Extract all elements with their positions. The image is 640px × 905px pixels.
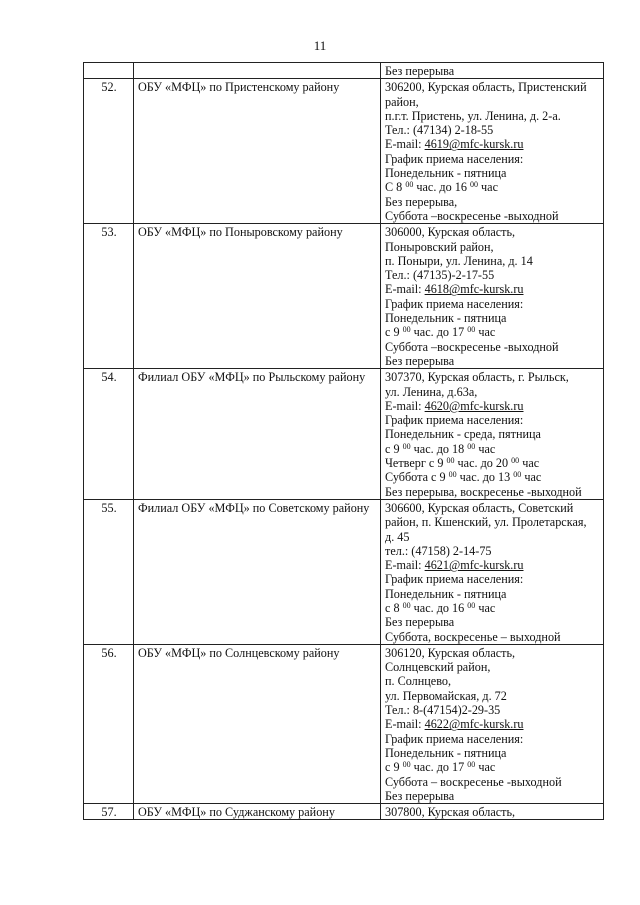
details-text: Поныровский район, (385, 239, 494, 254)
details-line (385, 689, 600, 703)
details-text: Суббота с 9 (385, 470, 449, 485)
time-superscript: 00 (402, 441, 411, 451)
details-line (385, 456, 600, 470)
table-row (84, 804, 604, 820)
time-superscript: 00 (470, 180, 478, 190)
continuation-row (84, 63, 604, 79)
details-text: час (521, 470, 542, 485)
details-line (385, 195, 600, 209)
details-line (385, 630, 600, 644)
details-text: E-mail: (385, 282, 425, 297)
details-line (385, 152, 600, 166)
table-row (84, 499, 604, 644)
details-text: п.г.т. Пристень, ул. Ленина, д. 2-а. (385, 108, 561, 123)
details-text: п. Солнцево, (385, 674, 452, 689)
details-text: Суббота –воскресенье -выходной (385, 208, 559, 223)
details-text: 306120, Курская область, (385, 645, 516, 660)
details-text: район, п. Кшенский, ул. Пролетарская, (385, 515, 587, 530)
details-text: Тел.: 8-(47154)2-29-35 (385, 703, 501, 718)
details-text: с 9 (385, 325, 403, 340)
office-details-cell (381, 369, 604, 500)
details-text: с 8 (385, 600, 403, 615)
office-details-cell (381, 224, 604, 369)
details-text: Без перерыва (385, 353, 455, 368)
details-line (385, 646, 600, 660)
details-text: 306000, Курская область, (385, 225, 516, 240)
details-text: час. до 16 (413, 180, 470, 195)
details-line (385, 601, 600, 615)
row-number-cell (84, 63, 134, 79)
details-line (385, 587, 600, 601)
details-line (385, 746, 600, 760)
email-link[interactable]: 4620@mfc-kursk.ru (424, 398, 524, 413)
page-number: 11 (313, 38, 327, 53)
time-superscript: 00 (446, 456, 455, 466)
time-superscript: 00 (467, 441, 476, 451)
details-line (385, 95, 600, 109)
details-text: E-mail: (385, 558, 425, 573)
details-text: Без перерыва (385, 615, 455, 630)
details-line (385, 166, 600, 180)
details-text: График приема населения: (385, 151, 524, 166)
details-text: Понедельник - пятница (385, 166, 507, 181)
details-text: Четверг с 9 (385, 456, 447, 471)
details-line (385, 123, 600, 137)
table-row (84, 224, 604, 369)
details-text: 306200, Курская область, Пристенский (385, 80, 587, 95)
office-details-cell (381, 63, 604, 79)
details-line (385, 80, 600, 94)
details-line (385, 674, 600, 688)
details-text: ул. Ленина, д.63а, (385, 384, 478, 399)
details-line (385, 385, 600, 399)
time-superscript: 00 (511, 456, 520, 466)
time-superscript: 00 (513, 470, 522, 480)
details-text: График приема населения: (385, 731, 524, 746)
office-name-cell: ОБУ «МФЦ» по Суджанскому району (134, 804, 381, 820)
details-line (385, 225, 600, 239)
time-superscript: 00 (402, 325, 411, 335)
office-name-cell: ОБУ «МФЦ» по Солнцевскому району (134, 644, 381, 803)
details-text: тел.: (47158) 2-14-75 (385, 543, 492, 558)
time-superscript: 00 (405, 180, 414, 190)
details-text: час. до 13 (456, 470, 514, 485)
details-text: час (478, 180, 498, 195)
details-text: 307800, Курская область, (385, 805, 516, 820)
details-text: Без перерыва, воскресенье -выходной (385, 484, 582, 499)
office-name-cell: Филиал ОБУ «МФЦ» по Рыльскому району (134, 369, 381, 500)
time-superscript: 00 (448, 470, 457, 480)
details-text: Суббота – воскресенье -выходной (385, 774, 562, 789)
details-text: час (475, 600, 496, 615)
row-number-cell: 57. (84, 804, 134, 820)
details-line (385, 325, 600, 339)
details-text: час (475, 760, 496, 775)
details-line (385, 109, 600, 123)
time-superscript: 00 (467, 600, 476, 610)
details-line (385, 717, 600, 731)
office-details-cell (381, 79, 604, 224)
details-line (385, 209, 600, 223)
details-line (385, 268, 600, 282)
details-text: Понедельник - среда, пятница (385, 427, 541, 442)
details-text: Суббота –воскресенье -выходной (385, 339, 559, 354)
details-line (385, 370, 600, 384)
details-text: час. до 17 (410, 760, 468, 775)
details-line (385, 530, 600, 544)
details-text: д. 45 (385, 529, 410, 544)
details-text: час (475, 441, 496, 456)
office-details-cell (381, 804, 604, 820)
details-line (385, 732, 600, 746)
mfc-offices-table (83, 62, 604, 820)
details-line (385, 470, 600, 484)
office-name-cell: Филиал ОБУ «МФЦ» по Советскому району (134, 499, 381, 644)
details-line (385, 311, 600, 325)
details-text: График приема населения: (385, 296, 524, 311)
details-line (385, 297, 600, 311)
details-text: Понедельник - пятница (385, 745, 507, 760)
details-text: час. до 17 (410, 325, 468, 340)
office-details-cell (381, 499, 604, 644)
details-text: Без перерыва (385, 788, 455, 803)
details-line (385, 240, 600, 254)
details-line (385, 180, 600, 194)
details-text: час. до 18 (410, 441, 468, 456)
details-line (385, 789, 600, 803)
details-line (385, 442, 600, 456)
details-line (385, 703, 600, 717)
details-text: Понедельник - пятница (385, 311, 507, 326)
office-name-cell: ОБУ «МФЦ» по Пристенскому району (134, 79, 381, 224)
table-row (84, 369, 604, 500)
details-text: час (475, 325, 496, 340)
details-text: с 9 (385, 760, 403, 775)
details-line (385, 615, 600, 629)
details-text: 306600, Курская область, Советский (385, 500, 574, 515)
email-link[interactable]: 4622@mfc-kursk.ru (424, 717, 524, 732)
time-superscript: 00 (467, 760, 476, 770)
details-line (385, 137, 600, 151)
office-name-cell: ОБУ «МФЦ» по Поныровскому району (134, 224, 381, 369)
details-line (385, 572, 600, 586)
details-text: п. Поныри, ул. Ленина, д. 14 (385, 253, 533, 268)
row-number-cell: 53. (84, 224, 134, 369)
details-text: ул. Первомайская, д. 72 (385, 688, 507, 703)
details-line (385, 805, 600, 819)
details-line (385, 760, 600, 774)
details-text: час (519, 456, 540, 471)
email-link[interactable]: 4619@mfc-kursk.ru (424, 137, 524, 152)
details-line (385, 254, 600, 268)
office-details-cell (381, 644, 604, 803)
details-text: График приема населения: (385, 572, 524, 587)
time-superscript: 00 (467, 325, 476, 335)
details-text: С 8 (385, 180, 406, 195)
details-text: 307370, Курская область, г. Рыльск, (385, 370, 569, 385)
details-text: График приема населения: (385, 413, 524, 428)
details-text: Суббота, воскресенье – выходной (385, 629, 561, 644)
details-line (385, 558, 600, 572)
details-text: E-mail: (385, 398, 425, 413)
row-number-cell: 54. (84, 369, 134, 500)
details-line (385, 427, 600, 441)
details-text: час. до 16 (410, 600, 468, 615)
time-superscript: 00 (402, 600, 411, 610)
details-text: Тел.: (47135)-2-17-55 (385, 268, 495, 283)
details-line (385, 354, 600, 368)
details-line (385, 413, 600, 427)
details-line (385, 544, 600, 558)
details-text: Тел.: (47134) 2-18-55 (385, 123, 494, 138)
details-text: район, (385, 94, 419, 109)
details-line: Без перерыва (385, 64, 455, 78)
details-line (385, 485, 600, 499)
row-number-cell: 52. (84, 79, 134, 224)
details-text: Солнцевский район, (385, 660, 491, 675)
details-line (385, 501, 600, 515)
details-text: E-mail: (385, 137, 425, 152)
table-row (84, 79, 604, 224)
details-line (385, 340, 600, 354)
details-text: час. до 20 (454, 456, 512, 471)
table-row (84, 644, 604, 803)
details-line (385, 282, 600, 296)
email-link[interactable]: 4621@mfc-kursk.ru (424, 558, 524, 573)
row-number-cell: 56. (84, 644, 134, 803)
details-text: с 9 (385, 441, 403, 456)
details-text: Без перерыва, (385, 194, 458, 209)
office-name-cell (134, 63, 381, 79)
time-superscript: 00 (402, 760, 411, 770)
details-line (385, 660, 600, 674)
details-text: Понедельник - пятница (385, 586, 507, 601)
details-text: E-mail: (385, 717, 425, 732)
details-line (385, 515, 600, 529)
row-number-cell: 55. (84, 499, 134, 644)
email-link[interactable]: 4618@mfc-kursk.ru (424, 282, 524, 297)
details-line (385, 775, 600, 789)
details-line (385, 399, 600, 413)
